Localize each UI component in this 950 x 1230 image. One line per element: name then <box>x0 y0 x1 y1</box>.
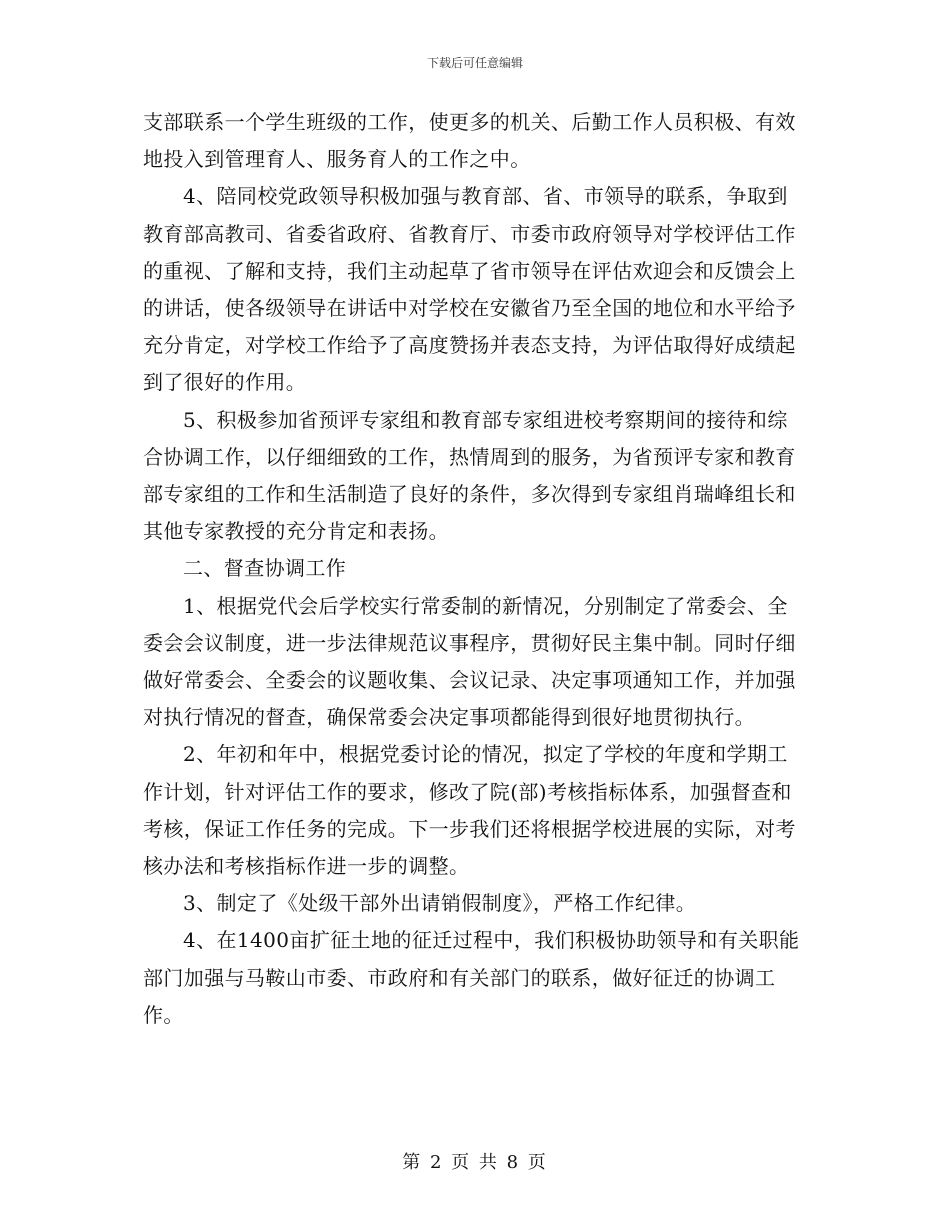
paragraph-item-3: 3、制定了《处级干部外出请销假制度》，严格工作纪律。 <box>183 891 697 916</box>
document-body <box>143 104 807 1034</box>
paragraph-item-2: 2、年初和年中，根据党委讨论的情况，拟定了学校的年度和学期工作计划，针对评估工作的要求，修改了院(部)考核指标体系，加强督查和考核，保证工作任务的完成。下一步我们还将根据学校进展的实际，对考核办法和考核指标作进一步的调整。 <box>143 742 796 879</box>
paragraph-item-4: 4、陪同校党政领导积极加强与教育部、省、市领导的联系，争取到教育部高教司、省委省政府、省教育厅、市委市政府领导对学校评估工作的重视、了解和支持，我们主动起草了省市领导在评估欢迎会和反馈会上的讲话，使各级领导在讲话中对学校在安徽省乃至全国的地位和水平给予充分肯定，对学校工作给予了高度赞扬并表态支持，为评估取得好成绩起到了很好的作用。 <box>143 184 796 395</box>
paragraph-item-4b: 4、在1400亩扩征土地的征迁过程中，我们积极协助领导和有关职能部门加强与马鞍山市委、市政府和有关部门的联系，做好征迁的协调工作。 <box>143 928 800 1027</box>
paragraph-continuation: 支部联系一个学生班级的工作，使更多的机关、后勤工作人员积极、有效地投入到管理育人、服务育人的工作之中。 <box>143 110 796 172</box>
paragraph-item-1: 1、根据党代会后学校实行常委制的新情况，分别制定了常委会、全委会会议制度，进一步法律规范议事程序，贯彻好民主集中制。同时仔细做好常委会、全委会的议题收集、会议记录、决定事项通知工作，并加强对执行情况的督查，确保常委会决定事项都能得到很好地贯彻执行。 <box>143 593 796 730</box>
paragraph-item-5: 5、积极参加省预评专家组和教育部专家组进校考察期间的接待和综合协调工作，以仔细细致的工作，热情周到的服务，为省预评专家和教育部专家组的工作和生活制造了良好的条件，多次得到专家组肖瑞峰组长和其他专家教授的充分肯定和表扬。 <box>143 407 796 544</box>
page-header: 下载后可任意编辑 <box>426 56 523 70</box>
page-number: 第 2 页 共 8 页 <box>402 1152 548 1173</box>
section-heading: 二、督查协调工作 <box>183 556 347 581</box>
